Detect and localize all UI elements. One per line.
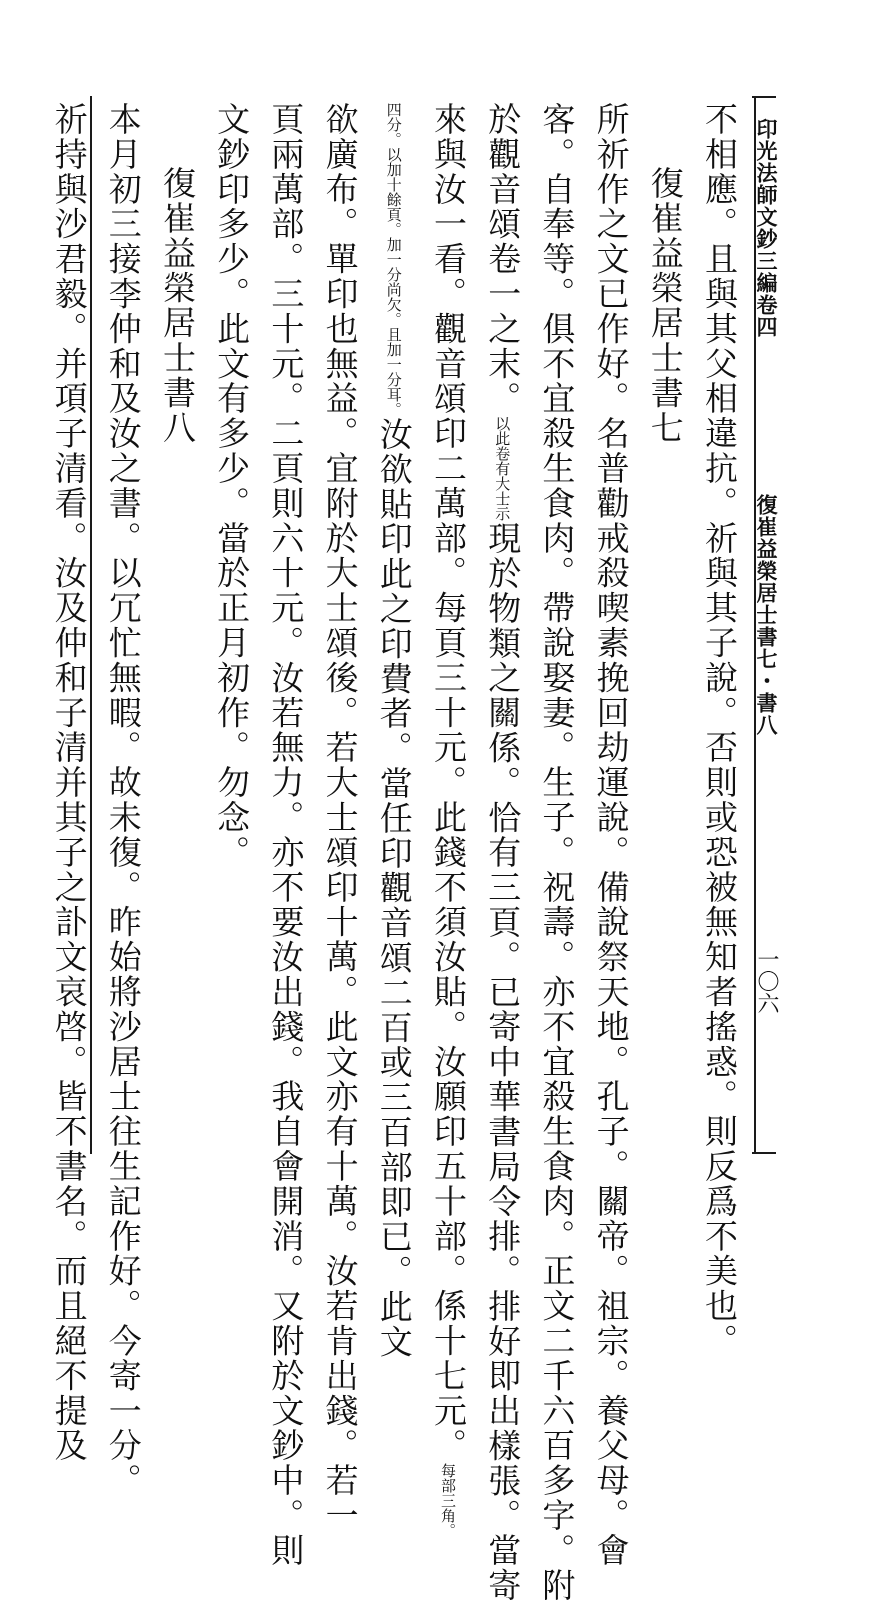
letter-title-text: 復崔益榮居士書七 (645, 166, 685, 446)
letter-title (150, 102, 204, 1142)
letter-title (638, 102, 692, 1142)
text-line (692, 102, 746, 1359)
text-line (204, 102, 258, 1142)
interlinear-note: 每部三 (438, 1463, 457, 1509)
text-line-content: 汝欲貼印此之印費者。當任印觀音頌二百或三百部即已。 (374, 417, 414, 1290)
text-line (529, 102, 583, 1603)
text-line (96, 102, 150, 1498)
text-line (583, 102, 637, 1568)
text-line-content: 所祈作之文已作好。名普勸戒殺喫素挽回劫運說。備說祭天地。孔子。關帝。祖宗。養父母。會 (591, 102, 631, 1568)
section-head: 復崔益榮居士書七・書八 (754, 494, 779, 736)
text-line-content: 現於物類之關係。恰有三頁。已寄中華書局令排。排好即出樣張。當寄 (483, 521, 523, 1603)
text-line (475, 102, 529, 1603)
header-rule-bottom (752, 1152, 776, 1154)
text-line-content: 此文 (374, 1289, 414, 1360)
text-line-content: 不相應。且與其父相違抗。祈與其子說。否則或恐被無知者搖惑。則反爲不美也。 (700, 102, 739, 1359)
text-line (258, 102, 312, 1568)
text-line-content: 於觀音頌卷一之末。 (483, 102, 523, 417)
text-line (312, 102, 366, 1533)
page-number: 一〇六 (754, 948, 779, 1014)
text-line-content: 頁兩萬部。三十元。二頁則六十元。汝若無力。亦不要汝出錢。我自會開消。又附於文鈔中。則 (266, 102, 306, 1568)
text-line (41, 102, 95, 1464)
text-line (421, 102, 475, 1539)
interlinear-note: 角。 (438, 1508, 457, 1539)
text-line-content: 客。自奉等。俱不宜殺生食肉。帶說娶妻。生子。祝壽。亦不宜殺生食肉。正文二千六百多字。附 (537, 102, 577, 1603)
letter-title-text: 復崔益榮居士書八 (157, 166, 197, 446)
interlinear-note: 分尚欠。且加一分耳。 (384, 267, 403, 417)
text-line-content: 本月初三接李仲和及汝之書。以冗忙無暇。故未復。昨始將沙居士往生記作好。今寄一分。 (103, 102, 143, 1498)
interlinear-note: 四分。以加十餘頁。加一 (384, 102, 403, 267)
text-line-content: 文鈔印多少。此文有多少。當於正月初作。勿念。 (212, 102, 252, 870)
text-line-content: 來與汝一看。觀音頌印二萬部。每頁三十元。此錢不須汝貼。汝願印五十部。係十七元。 (428, 102, 468, 1464)
running-head: 印光法師文鈔三編卷四 (754, 118, 779, 338)
header-rule-top (752, 96, 776, 98)
text-line-content: 祈持與沙君毅。并項子清看。汝及仲和子清并其子之訃文哀啓。皆不書名。而且絕不提及 (49, 102, 89, 1464)
interlinear-note: 以此卷有大士示 (493, 416, 512, 522)
text-line (367, 102, 421, 1360)
text-line-content: 欲廣布。單印也無益。宜附於大士頌後。若大士頌印十萬。此文亦有十萬。汝若肯出錢。若一 (320, 102, 360, 1533)
text-column (49, 102, 746, 1603)
